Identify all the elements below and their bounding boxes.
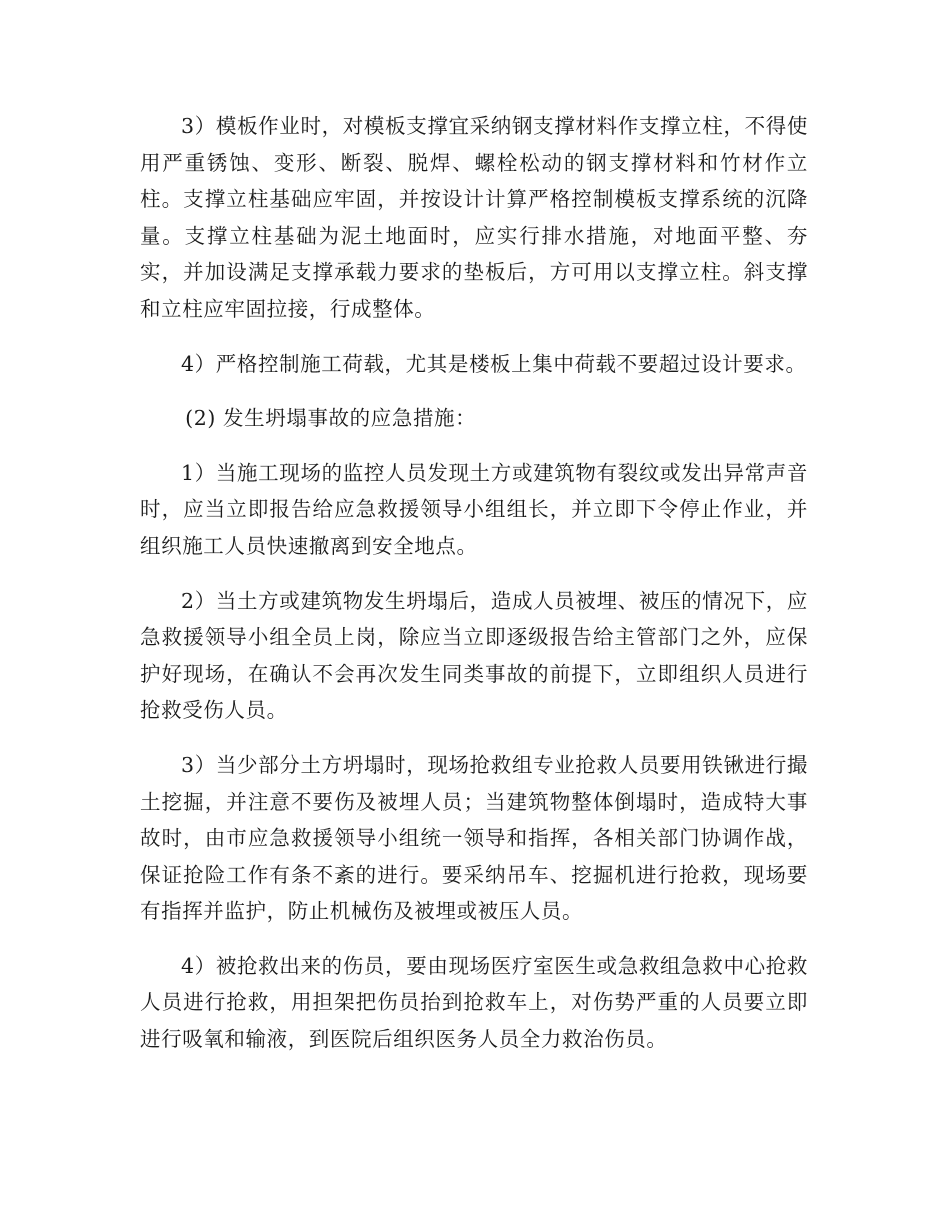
paragraph-construction-load: 4）严格控制施工荷载，尤其是楼板上集中荷载不要超过设计要求。 [181, 351, 807, 376]
paragraph-rescue-after-collapse: 2）当土方或建筑物发生坍塌后，造成人员被埋、被压的情况下，应急救援领导小组全员上岗，除应当立即逐级报告给主管部门之外，应保护好现场，在确认不会再次发生同类事故的前提下，立即组织人员进行抢救受伤人员。 [140, 588, 808, 723]
paragraph-report-and-evacuate: 1）当施工现场的监控人员发现土方或建筑物有裂纹或发出异常声音时，应当立即报告给应急救援领导小组组长，并立即下令停止作业，并组织施工人员快速撤离到安全地点。 [140, 460, 808, 558]
document-body [140, 108, 808, 1076]
paragraph-formwork-support: 3）模板作业时，对模板支撑宜采纳钢支撑材料作支撑立柱，不得使用严重锈蚀、变形、断裂、脱焊、螺栓松动的钢支撑材料和竹材作立柱。支撑立柱基础应牢固，并按设计计算严格控制模板支撑系统的沉降量。支撑立柱基础为泥土地面时，应实行排水措施，对地面平整、夯实，并加设满足支撑承载力要求的垫板后，方可用以支撑立柱。斜支撑和立柱应牢固拉接，行成整体。 [140, 114, 808, 321]
paragraph-excavation-rescue: 3）当少部分土方坍塌时，现场抢救组专业抢救人员要用铁锹进行撮土挖掘，并注意不要伤及被埋人员；当建筑物整体倒塌时，造成特大事故时，由市应急救援领导小组统一领导和指挥，各相关部门协调作战，保证抢险工作有条不紊的进行。要采纳吊车、挖掘机进行抢救，现场要有指挥并监护，防止机械伤及被埋或被压人员。 [140, 752, 808, 924]
section-heading-collapse-emergency: (2) 发生坍塌事故的应急措施： [185, 406, 477, 431]
paragraph-treat-injured: 4）被抢救出来的伤员，要由现场医疗室医生或急救组急救中心抢救人员进行抢救，用担架把伤员抬到抢救车上，对伤势严重的人员要立即进行吸氧和输液，到医院后组织医务人员全力救治伤员。 [140, 953, 808, 1052]
